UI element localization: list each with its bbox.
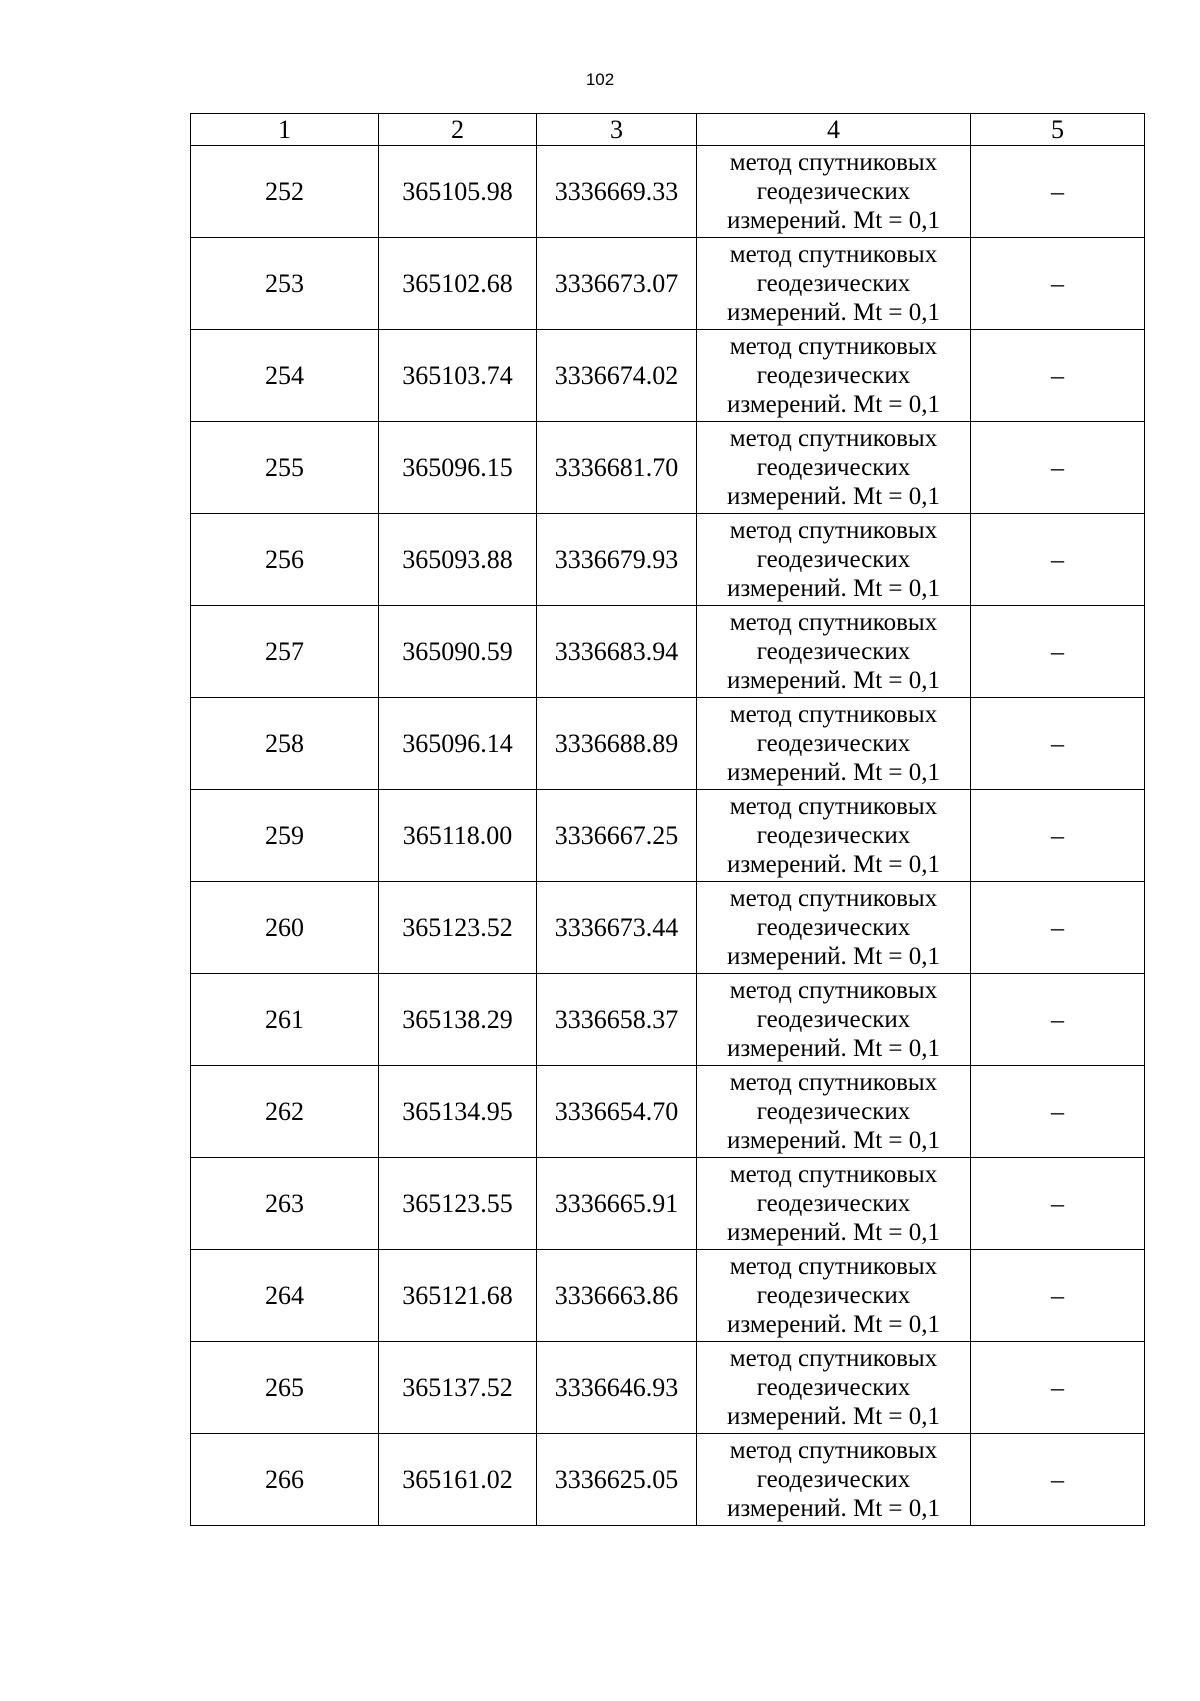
method-line: метод спутниковых	[729, 425, 938, 452]
x-coordinate-cell: 365118.00	[379, 790, 537, 882]
method-line: геодезических	[756, 270, 911, 297]
method-line: метод спутниковых	[729, 1345, 938, 1372]
x-coordinate-cell: 365134.95	[379, 1066, 537, 1158]
point-number-cell: 259	[191, 790, 379, 882]
y-coordinate-cell: 3336681.70	[537, 422, 697, 514]
method-cell	[697, 1434, 971, 1526]
column-5-cell: –	[971, 1250, 1145, 1342]
method-line: геодезических	[756, 1466, 911, 1493]
y-coordinate-cell: 3336654.70	[537, 1066, 697, 1158]
y-coordinate-cell: 3336658.37	[537, 974, 697, 1066]
method-cell	[697, 790, 971, 882]
point-number-cell: 263	[191, 1158, 379, 1250]
method-line: метод спутниковых	[729, 1253, 938, 1280]
column-5-cell: –	[971, 974, 1145, 1066]
column-5-cell: –	[971, 330, 1145, 422]
table-row	[191, 1066, 1145, 1158]
x-coordinate-cell: 365161.02	[379, 1434, 537, 1526]
point-number-cell: 260	[191, 882, 379, 974]
x-coordinate-cell: 365090.59	[379, 606, 537, 698]
y-coordinate-cell: 3336673.07	[537, 238, 697, 330]
point-number-cell: 257	[191, 606, 379, 698]
point-number-cell: 265	[191, 1342, 379, 1434]
x-coordinate-cell: 365093.88	[379, 514, 537, 606]
header-row	[191, 114, 1145, 146]
point-number-cell: 266	[191, 1434, 379, 1526]
column-5-cell: –	[971, 698, 1145, 790]
method-line: измерений. Mt = 0,1	[726, 575, 941, 602]
method-line: геодезических	[756, 546, 911, 573]
table-row	[191, 146, 1145, 238]
column-5-cell: –	[971, 606, 1145, 698]
y-coordinate-cell: 3336665.91	[537, 1158, 697, 1250]
method-line: геодезических	[756, 1282, 911, 1309]
method-line: геодезических	[756, 638, 911, 665]
page-number: 102	[585, 70, 615, 89]
table-body	[191, 146, 1145, 1526]
x-coordinate-cell: 365123.52	[379, 882, 537, 974]
method-cell	[697, 422, 971, 514]
y-coordinate-cell: 3336625.05	[537, 1434, 697, 1526]
table-row	[191, 606, 1145, 698]
method-line: измерений. Mt = 0,1	[726, 299, 941, 326]
table-header	[191, 114, 1145, 146]
method-cell	[697, 606, 971, 698]
column-5-cell: –	[971, 1158, 1145, 1250]
method-line: геодезических	[756, 362, 911, 389]
method-line: метод спутниковых	[729, 977, 938, 1004]
y-coordinate-cell: 3336673.44	[537, 882, 697, 974]
table-row	[191, 1342, 1145, 1434]
x-coordinate-cell: 365096.15	[379, 422, 537, 514]
method-line: измерений. Mt = 0,1	[726, 1311, 941, 1338]
method-cell	[697, 514, 971, 606]
method-line: метод спутниковых	[729, 1069, 938, 1096]
y-coordinate-cell: 3336646.93	[537, 1342, 697, 1434]
method-line: метод спутниковых	[729, 793, 938, 820]
table-row	[191, 514, 1145, 606]
table-row	[191, 882, 1145, 974]
header-cell-3: 3	[537, 114, 697, 146]
point-number-cell: 254	[191, 330, 379, 422]
method-line: геодезических	[756, 1098, 911, 1125]
header-cell-1: 1	[191, 114, 379, 146]
method-cell	[697, 1250, 971, 1342]
table-row	[191, 330, 1145, 422]
header-cell-5: 5	[971, 114, 1145, 146]
method-line: измерений. Mt = 0,1	[726, 1035, 941, 1062]
y-coordinate-cell: 3336679.93	[537, 514, 697, 606]
table-row	[191, 422, 1145, 514]
x-coordinate-cell: 365103.74	[379, 330, 537, 422]
method-line: геодезических	[756, 730, 911, 757]
x-coordinate-cell: 365138.29	[379, 974, 537, 1066]
method-line: измерений. Mt = 0,1	[726, 759, 941, 786]
method-line: геодезических	[756, 822, 911, 849]
coordinates-table	[190, 113, 1145, 1526]
method-line: метод спутниковых	[729, 701, 938, 728]
header-cell-2: 2	[379, 114, 537, 146]
method-line: измерений. Mt = 0,1	[726, 1219, 941, 1246]
table-row	[191, 238, 1145, 330]
method-line: метод спутниковых	[729, 885, 938, 912]
point-number-cell: 252	[191, 146, 379, 238]
point-number-cell: 258	[191, 698, 379, 790]
point-number-cell: 253	[191, 238, 379, 330]
column-5-cell: –	[971, 238, 1145, 330]
method-line: измерений. Mt = 0,1	[726, 483, 941, 510]
table-row	[191, 974, 1145, 1066]
method-line: измерений. Mt = 0,1	[726, 851, 941, 878]
y-coordinate-cell: 3336669.33	[537, 146, 697, 238]
table-row	[191, 1158, 1145, 1250]
table-row	[191, 698, 1145, 790]
method-line: геодезических	[756, 1190, 911, 1217]
header-cell-4: 4	[697, 114, 971, 146]
method-cell	[697, 974, 971, 1066]
point-number-cell: 262	[191, 1066, 379, 1158]
point-number-cell: 255	[191, 422, 379, 514]
column-5-cell: –	[971, 882, 1145, 974]
column-5-cell: –	[971, 790, 1145, 882]
method-cell	[697, 698, 971, 790]
x-coordinate-cell: 365096.14	[379, 698, 537, 790]
x-coordinate-cell: 365121.68	[379, 1250, 537, 1342]
x-coordinate-cell: 365123.55	[379, 1158, 537, 1250]
method-line: метод спутниковых	[729, 517, 938, 544]
method-line: измерений. Mt = 0,1	[726, 391, 941, 418]
method-line: измерений. Mt = 0,1	[726, 207, 941, 234]
method-line: геодезических	[756, 454, 911, 481]
method-line: измерений. Mt = 0,1	[726, 943, 941, 970]
method-line: измерений. Mt = 0,1	[726, 1495, 941, 1522]
method-line: геодезических	[756, 178, 911, 205]
method-cell	[697, 330, 971, 422]
method-line: измерений. Mt = 0,1	[726, 667, 941, 694]
method-cell	[697, 1066, 971, 1158]
method-line: метод спутниковых	[729, 241, 938, 268]
y-coordinate-cell: 3336663.86	[537, 1250, 697, 1342]
method-line: геодезических	[756, 1006, 911, 1033]
x-coordinate-cell: 365105.98	[379, 146, 537, 238]
method-line: метод спутниковых	[729, 333, 938, 360]
method-line: метод спутниковых	[729, 149, 938, 176]
y-coordinate-cell: 3336667.25	[537, 790, 697, 882]
y-coordinate-cell: 3336683.94	[537, 606, 697, 698]
method-cell	[697, 1342, 971, 1434]
table-row	[191, 1434, 1145, 1526]
column-5-cell: –	[971, 1342, 1145, 1434]
column-5-cell: –	[971, 422, 1145, 514]
method-cell	[697, 882, 971, 974]
method-line: метод спутниковых	[729, 609, 938, 636]
x-coordinate-cell: 365137.52	[379, 1342, 537, 1434]
method-line: геодезических	[756, 914, 911, 941]
method-cell	[697, 146, 971, 238]
column-5-cell: –	[971, 146, 1145, 238]
method-line: измерений. Mt = 0,1	[726, 1403, 941, 1430]
column-5-cell: –	[971, 514, 1145, 606]
table-row	[191, 790, 1145, 882]
column-5-cell: –	[971, 1066, 1145, 1158]
method-line: геодезических	[756, 1374, 911, 1401]
method-line: метод спутниковых	[729, 1161, 938, 1188]
point-number-cell: 264	[191, 1250, 379, 1342]
method-cell	[697, 238, 971, 330]
point-number-cell: 261	[191, 974, 379, 1066]
method-line: метод спутниковых	[729, 1437, 938, 1464]
point-number-cell: 256	[191, 514, 379, 606]
method-line: измерений. Mt = 0,1	[726, 1127, 941, 1154]
y-coordinate-cell: 3336674.02	[537, 330, 697, 422]
table-row	[191, 1250, 1145, 1342]
method-cell	[697, 1158, 971, 1250]
y-coordinate-cell: 3336688.89	[537, 698, 697, 790]
x-coordinate-cell: 365102.68	[379, 238, 537, 330]
column-5-cell: –	[971, 1434, 1145, 1526]
